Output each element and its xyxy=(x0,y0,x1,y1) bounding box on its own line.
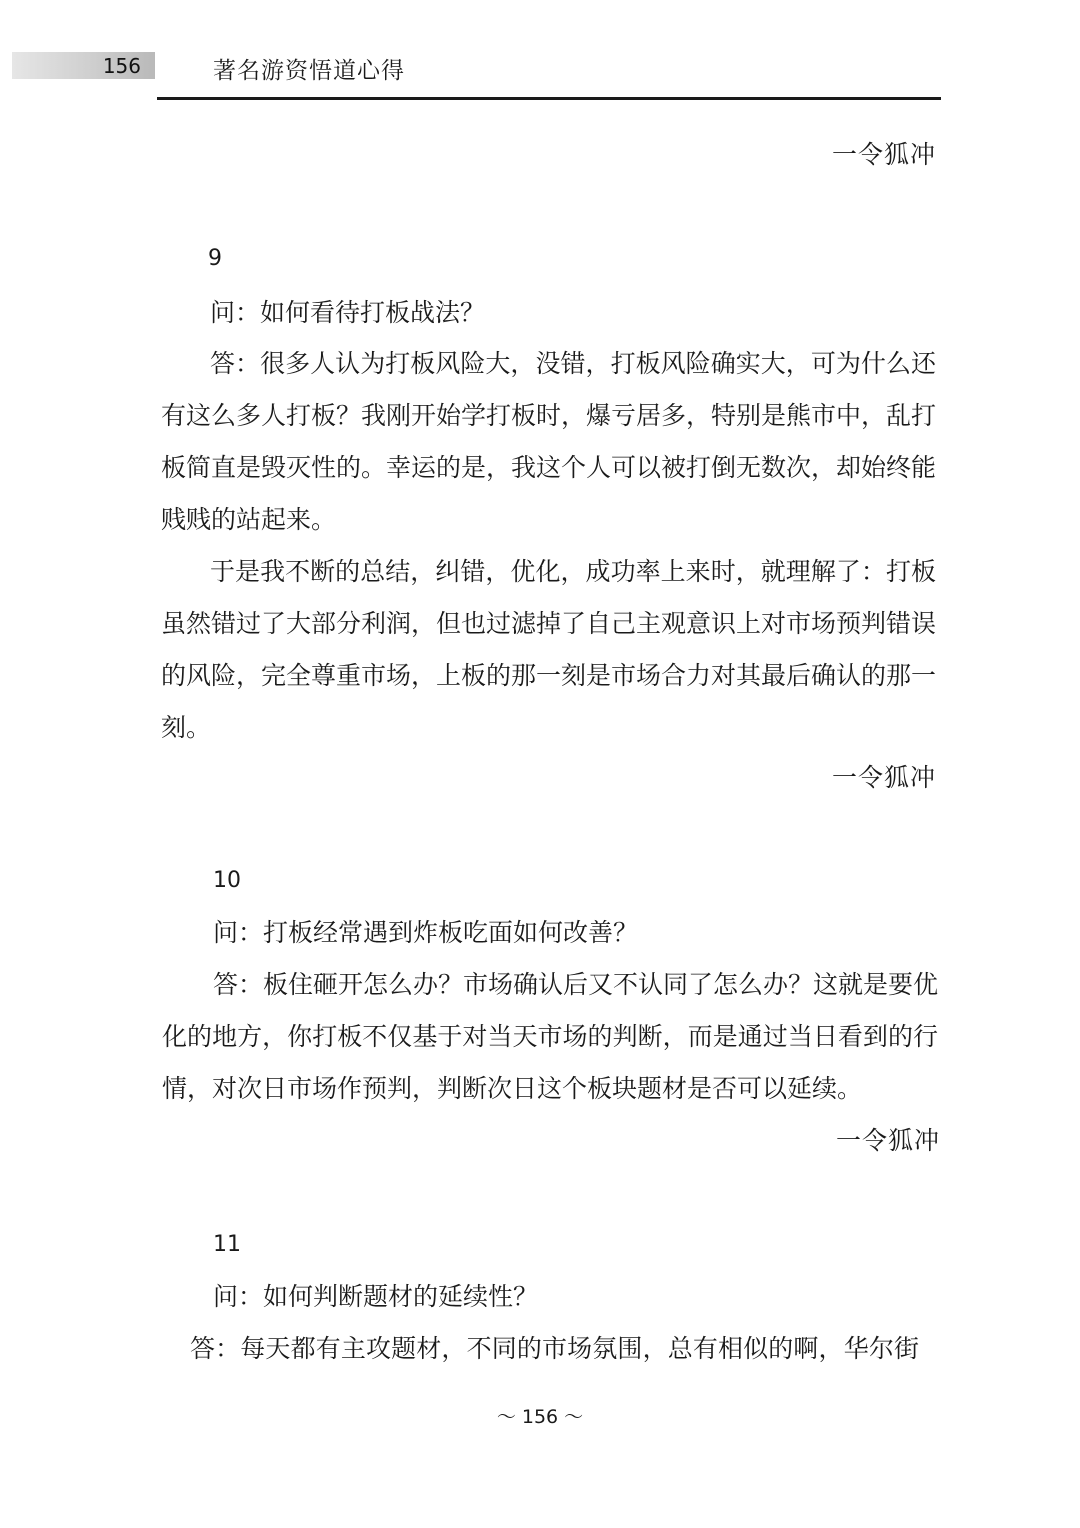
question: 问：如何看待打板战法？ xyxy=(210,298,486,327)
answer-line: 答：板住砸开怎么办？市场确认后又不认同了怎么办？这就是要优 xyxy=(213,970,939,999)
signature: 一令狐冲 xyxy=(831,140,936,169)
page-number-badge xyxy=(12,52,155,79)
footer-page-number: ～ 156 ～ xyxy=(496,1406,584,1428)
question: 问：如何判断题材的延续性？ xyxy=(213,1282,539,1311)
question: 问：打板经常遇到炸板吃面如何改善？ xyxy=(213,918,639,947)
signature: 一令狐冲 xyxy=(835,1126,940,1155)
answer-line: 板简直是毁灭性的。幸运的是，我这个人可以被打倒无数次，却始终能 xyxy=(161,453,937,482)
paragraph-line: 刻。 xyxy=(161,713,212,742)
section-number: 9 xyxy=(208,246,222,271)
paragraph-line: 虽然错过了大部分利润，但也过滤掉了自己主观意识上对市场预判错误 xyxy=(161,609,937,638)
answer-line: 答：每天都有主攻题材，不同的市场氛围，总有相似的啊，华尔街 xyxy=(190,1334,919,1363)
section-number: 11 xyxy=(213,1232,241,1257)
answer-line: 化的地方，你打板不仅基于对当天市场的判断，而是通过当日看到的行 xyxy=(162,1022,938,1051)
paragraph-line: 的风险，完全尊重市场，上板的那一刻是市场合力对其最后确认的那一 xyxy=(161,661,937,690)
answer-line: 情，对次日市场作预判，判断次日这个板块题材是否可以延续。 xyxy=(162,1074,863,1103)
header-divider xyxy=(157,97,941,100)
answer-line: 贱贱的站起来。 xyxy=(161,505,337,534)
running-title: 著名游资悟道心得 xyxy=(213,58,405,84)
paragraph-line: 于是我不断的总结，纠错，优化，成功率上来时，就理解了：打板 xyxy=(210,557,936,586)
answer-line: 答：很多人认为打板风险大，没错，打板风险确实大，可为什么还 xyxy=(210,349,936,378)
section-number: 10 xyxy=(213,868,241,893)
answer-line: 有这么多人打板？我刚开始学打板时，爆亏居多，特别是熊市中，乱打 xyxy=(161,401,937,430)
signature: 一令狐冲 xyxy=(831,763,936,792)
page-number: 156 xyxy=(102,54,141,78)
